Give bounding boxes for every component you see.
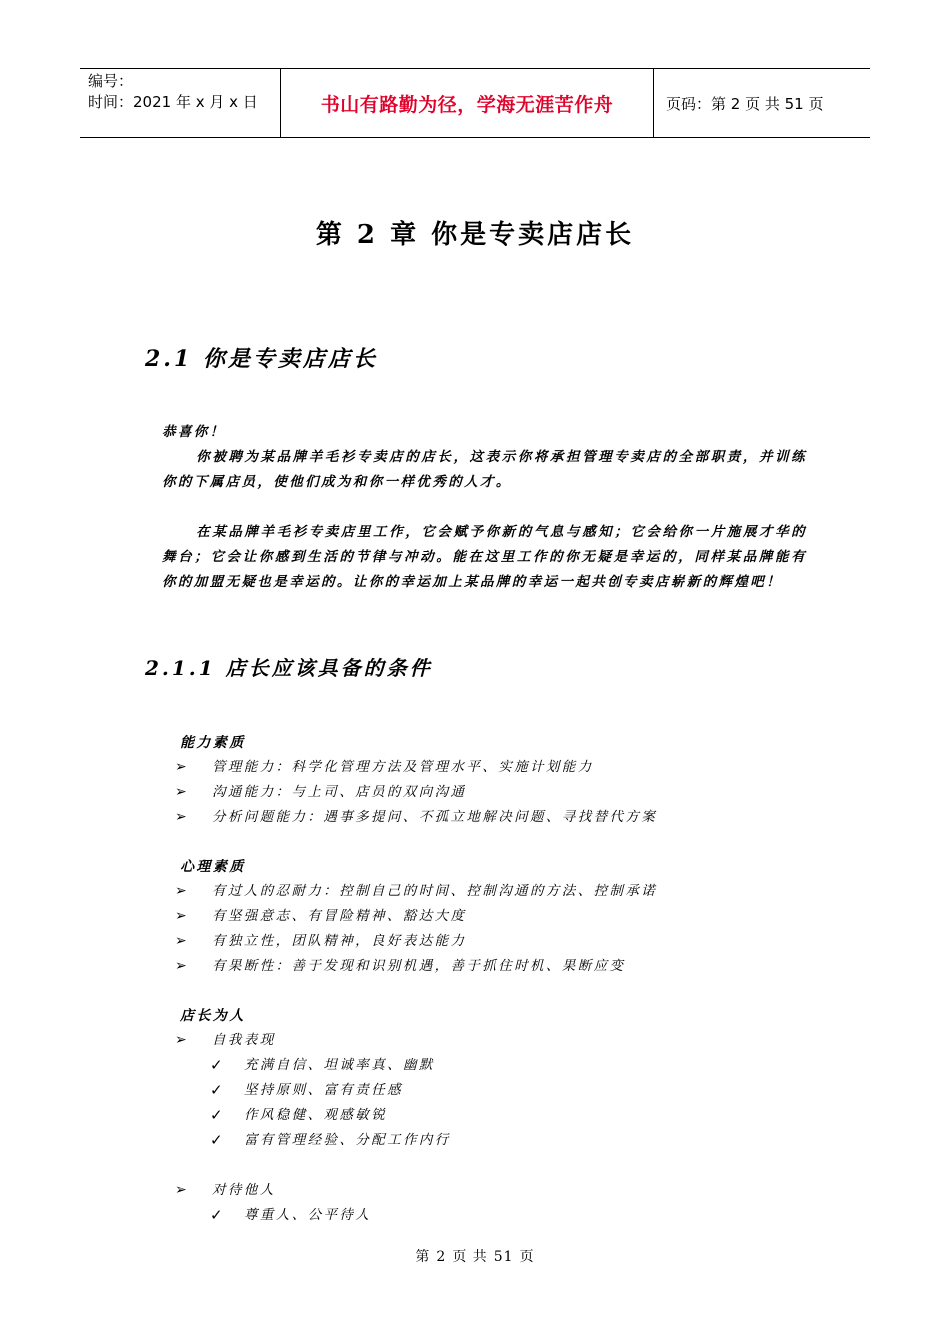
list-item: ➢ 分析问题能力：遇事多提问、不孤立地解决问题、寻找替代方案 xyxy=(175,805,657,830)
header-motto: 书山有路勤为径，学海无涯苦作舟 xyxy=(280,69,654,137)
list-item: ➢ 有独立性，团队精神，良好表达能力 xyxy=(175,929,657,954)
check-icon: ✓ xyxy=(210,1056,225,1074)
list-item: ✓ 富有管理经验、分配工作内行 xyxy=(210,1128,451,1153)
arrow-bullet-icon: ➢ xyxy=(175,1032,190,1048)
chapter-title: 第 2 章 你是专卖店店长 xyxy=(315,220,635,250)
others-items xyxy=(210,1203,371,1228)
ability-heading: 能力素质 xyxy=(180,735,246,751)
greeting: 恭喜你！ xyxy=(162,424,226,440)
arrow-bullet-icon: ➢ xyxy=(175,908,190,924)
number-label: 编号： xyxy=(88,72,134,90)
list-item: ✓ 作风稳健、观感敏锐 xyxy=(210,1103,451,1128)
list-item: ➢ 自我表现 xyxy=(175,1028,276,1053)
list-item: ➢ 有坚强意志、有冒险精神、豁达大度 xyxy=(175,904,657,929)
page-footer: 第 2 页 共 51 页 xyxy=(415,1249,535,1265)
list-item: ➢ 有过人的忍耐力：控制自己的时间、控制沟通的方法、控制承诺 xyxy=(175,879,657,904)
section-title: 2.1 你是专卖店店长 xyxy=(145,346,378,372)
check-icon: ✓ xyxy=(210,1131,225,1149)
check-icon: ✓ xyxy=(210,1106,225,1124)
self-items xyxy=(210,1053,451,1153)
arrow-bullet-icon: ➢ xyxy=(175,809,190,825)
document-header xyxy=(80,68,870,138)
conduct-heading: 店长为人 xyxy=(180,1008,246,1024)
conduct-self-list xyxy=(175,1028,276,1053)
ability-list xyxy=(175,755,657,830)
header-meta xyxy=(80,69,280,137)
arrow-bullet-icon: ➢ xyxy=(175,759,190,775)
list-item: ✓ 充满自信、坦诚率真、幽默 xyxy=(210,1053,451,1078)
date-label: 时间：2021 年 x 月 x 日 xyxy=(88,93,258,111)
arrow-bullet-icon: ➢ xyxy=(175,883,190,899)
check-icon: ✓ xyxy=(210,1206,225,1224)
arrow-bullet-icon: ➢ xyxy=(175,1182,190,1198)
header-page-label: 页码：第 2 页 共 51 页 xyxy=(666,94,824,113)
list-item: ✓ 坚持原则、富有责任感 xyxy=(210,1078,451,1103)
list-item: ✓ 尊重人、公平待人 xyxy=(210,1203,371,1228)
subsection-title: 2.1.1 店长应该具备的条件 xyxy=(145,656,433,680)
arrow-bullet-icon: ➢ xyxy=(175,958,190,974)
list-item: ➢ 沟通能力：与上司、店员的双向沟通 xyxy=(175,780,657,805)
mental-list xyxy=(175,879,657,979)
arrow-bullet-icon: ➢ xyxy=(175,784,190,800)
check-icon: ✓ xyxy=(210,1081,225,1099)
paragraph-1: 你被聘为某品牌羊毛衫专卖店的店长，这表示你将承担管理专卖店的全部职责，并训练你的下属店员，使他们成为和你一样优秀的人才。 xyxy=(162,449,807,490)
arrow-bullet-icon: ➢ xyxy=(175,933,190,949)
list-item: ➢ 有果断性：善于发现和识别机遇，善于抓住时机、果断应变 xyxy=(175,954,657,979)
mental-heading: 心理素质 xyxy=(180,859,246,875)
intro-paragraph xyxy=(162,420,807,495)
list-item: ➢ 对待他人 xyxy=(175,1178,276,1203)
paragraph-2: 在某品牌羊毛衫专卖店里工作，它会赋予你新的气息与感知；它会给你一片施展才华的舞台；它会让你感到生活的节律与冲动。能在这里工作的你无疑是幸运的，同样某品牌能有你的加盟无疑也是幸运的。让你的幸运加上某品牌的幸运一起共创专卖店崭新的辉煌吧！ xyxy=(162,524,807,590)
list-item: ➢ 管理能力：科学化管理方法及管理水平、实施计划能力 xyxy=(175,755,657,780)
conduct-others-list xyxy=(175,1178,276,1203)
